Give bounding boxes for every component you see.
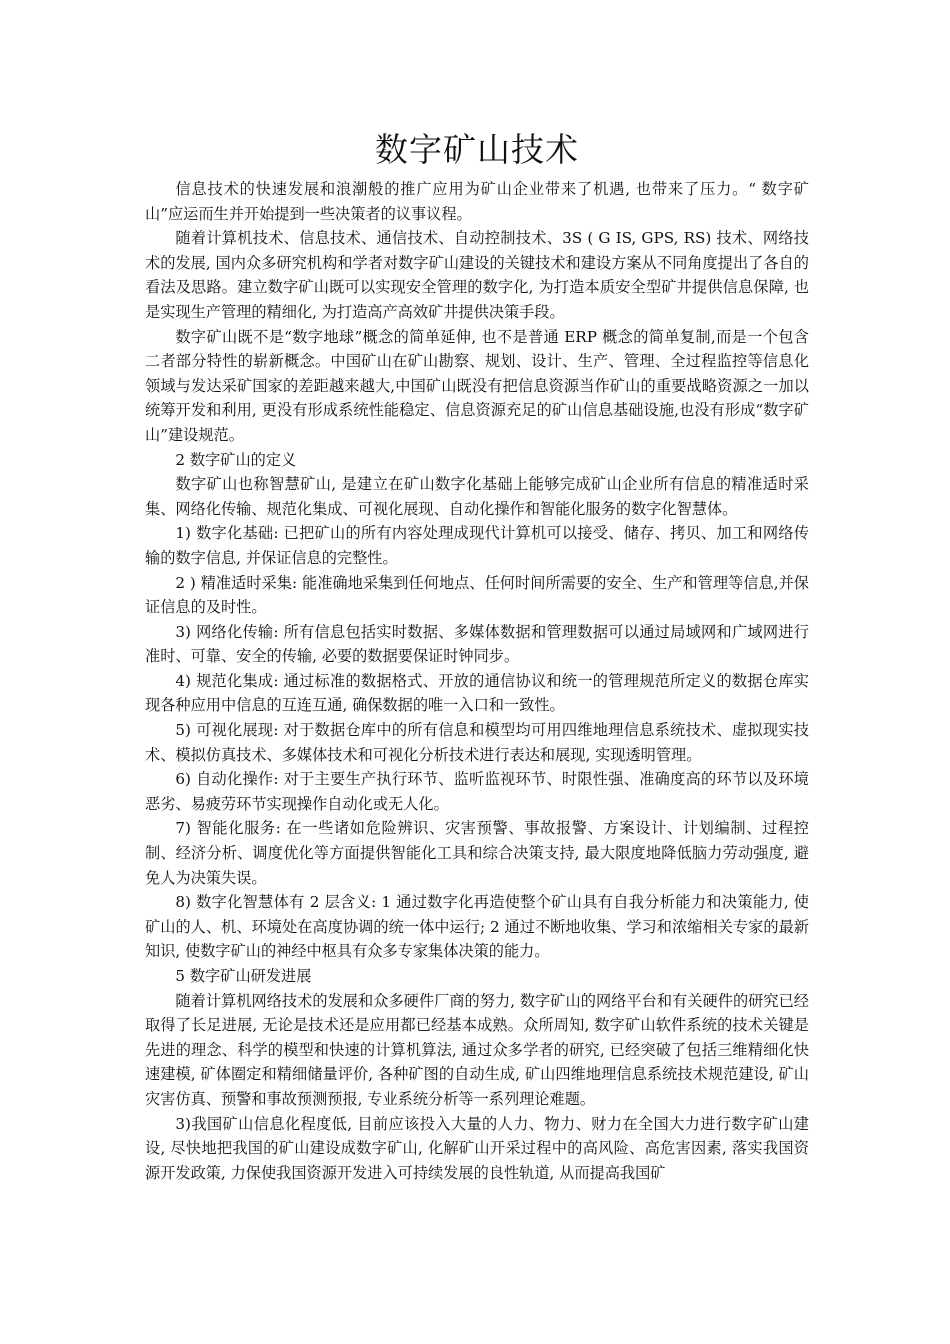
definition-item-8: 8) 数字化智慧体有 2 层含义: 1 通过数字化再造使整个矿山具有自我分析能力和决策能力, 使矿山的人、机、环境处在高度协调的统一体中运行; 2 通过不断地收集、学习和浓缩相关专家的最新知识, 使数字矿山的神经中枢具有众多专家集体决策的能力。 — [145, 893, 809, 961]
progress-paragraph-1: 随着计算机网络技术的发展和众多硬件厂商的努力, 数字矿山的网络平台和有关硬件的研究已经取得了长足进展, 无论是技术还是应用都已经基本成熟。众所周知, 数字矿山软件系统的技术关键是先进的理念、科学的模型和快速的计算机算法, 通过众多学者的研究, 已经突破了包括三维精细化快速建模, 矿体圈定和精细储量评价, 各种矿图的自动生成, 矿山四维地理信息系统技术规范建设, 矿山灾害仿真、预警和事故预测预报, 专业系统分析等一系列理论难题。 — [145, 991, 809, 1108]
definition-item-5: 5) 可视化展现: 对于数据仓库中的所有信息和模型均可用四维地理信息系统技术、虚拟现实技术、模拟仿真技术、多媒体技术和可视化分析技术进行表达和展现, 实现透明管理。 — [145, 721, 809, 764]
definition-item-2: 2 ) 精准适时采集: 能准确地采集到任何地点、任何时间所需要的安全、生产和管理等信息,并保证信息的及时性。 — [145, 573, 809, 617]
definition-item-4: 4) 规范化集成: 通过标准的数据格式、开放的通信协议和统一的管理规范所定义的数据仓库实现各种应用中信息的互连互通, 确保数据的唯一入口和一致性。 — [145, 671, 809, 715]
definition-item-1: 1) 数字化基础: 已把矿山的所有内容处理成现代计算机可以接受、储存、拷贝、加工和网络传输的数字信息, 并保证信息的完整性。 — [145, 524, 809, 567]
intro-paragraph-1: 信息技术的快速发展和浪潮般的推广应用为矿山企业带来了机遇, 也带来了压力。“ 数字矿山”应运而生并开始提到一些决策者的议事议程。 — [145, 180, 809, 223]
definition-paragraph: 数字矿山也称智慧矿山, 是建立在矿山数字化基础上能够完成矿山企业所有信息的精准适时采集、网络化传输、规范化集成、可视化展现、自动化操作和智能化服务的数字化智慧体。 — [145, 475, 809, 518]
section-heading-progress: 5 数字矿山研发进展 — [175, 967, 312, 985]
intro-paragraph-2: 随着计算机技术、信息技术、通信技术、自动控制技术、3S ( G IS, GPS, RS) 技术、网络技术的发展, 国内众多研究机构和学者对数字矿山建设的关键技术和建设方案从不同角度提出了各自的看法及思路。建立数字矿山既可以实现安全管理的数字化, 为打造本质安全型矿井提供信息保障, 也是实现生产管理的精细化, 为打造高产高效矿井提供决策手段。 — [145, 229, 809, 321]
intro-paragraph-3: 数字矿山既不是“数字地球”概念的简单延伸, 也不是普通 ERP 概念的简单复制,而是一个包含二者部分特性的崭新概念。中国矿山在矿山勘察、规划、设计、生产、管理、全过程监控等信息化领域与发达采矿国家的差距越来越大,中国矿山既没有把信息资源当作矿山的重要战略资源之一加以统筹开发和利用, 更没有形成系统性能稳定、信息资源充足的矿山信息基础设施,也没有形成“数字矿山”建设规范。 — [145, 327, 809, 444]
definition-item-6: 6) 自动化操作: 对于主要生产执行环节、监听监视环节、时限性强、准确度高的环节以及环境恶劣、易疲劳环节实现操作自动化或无人化。 — [145, 770, 809, 813]
definition-item-3: 3) 网络化传输: 所有信息包括实时数据、多媒体数据和管理数据可以通过局域网和广域网进行准时、可靠、安全的传输, 必要的数据要保证时钟同步。 — [145, 622, 809, 666]
progress-paragraph-2: 3)我国矿山信息化程度低, 目前应该投入大量的人力、物力、财力在全国大力进行数字矿山建设, 尽快地把我国的矿山建设成数字矿山, 化解矿山开采过程中的高风险、高危害因素, 落实我国资源开发政策, 力保使我国资源开发进入可持续发展的良性轨道, 从而提高我国矿 — [145, 1114, 809, 1182]
document-page — [145, 124, 809, 1185]
definition-item-7: 7) 智能化服务: 在一些诸如危险辨识、灾害预警、事故报警、方案设计、计划编制、过程控制、经济分析、调度优化等方面提供智能化工具和综合决策支持, 最大限度地降低脑力劳动强度, 避免人为决策失误。 — [145, 819, 809, 887]
document-title: 数字矿山技术 — [375, 130, 579, 169]
section-heading-definition: 2 数字矿山的定义 — [175, 450, 297, 469]
